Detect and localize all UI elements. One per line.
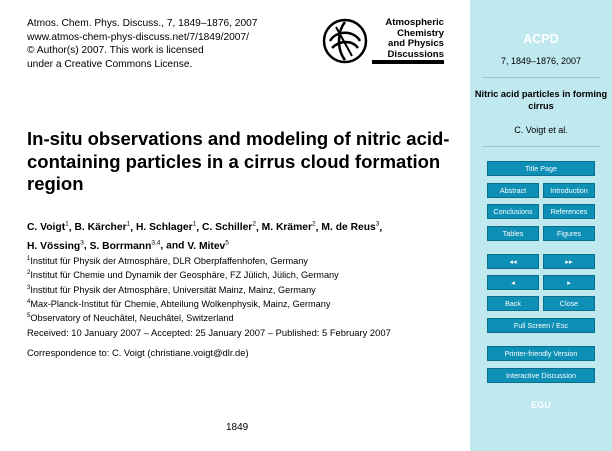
journal-header: [27, 17, 257, 71]
author: V. Mitev$^5$: [187, 239, 229, 252]
article-title: In-situ observations and modeling of nitric acid-containing particles in a cirrus cloud formation region: [27, 128, 450, 194]
last-page-button[interactable]: [543, 254, 595, 269]
short-title: Nitric acid particles in forming cirrus: [474, 89, 608, 111]
page-number: 1849: [226, 422, 249, 433]
abstract-button[interactable]: Abstract: [487, 183, 539, 198]
logo-wordmark: [372, 18, 444, 60]
author: B. Kärcher$^1$: [74, 221, 131, 234]
url-line[interactable]: www.atmos-chem-phys-discuss.net/7/1849/2007/: [27, 31, 249, 43]
short-author: C. Voigt et al.: [514, 125, 568, 135]
next-page-button[interactable]: [543, 275, 595, 290]
author: M. de Reus$^3$: [321, 221, 380, 234]
divider: [482, 77, 600, 78]
volume-pages: 7, 1849–1876, 2007: [500, 56, 582, 66]
interactive-discussion-button[interactable]: Interactive Discussion: [487, 368, 595, 383]
copyright-line: © Author(s) 2007. This work is licensed: [27, 45, 204, 57]
figures-button[interactable]: Figures: [543, 226, 595, 241]
affiliation: $^1$Institut für Physik der Atmosphäre, DLR Oberpfaffenhofen, Germany: [27, 256, 308, 267]
affiliation: $^4$Max-Planck-Institut für Chemie, Abteilung Wolkenphysik, Mainz, Germany: [27, 299, 331, 310]
title-page-button[interactable]: Title Page: [487, 161, 595, 176]
first-page-icon: ◂◂: [509, 257, 517, 266]
globe-logo-icon: [322, 18, 368, 64]
egu-label: EGU: [531, 400, 551, 410]
affiliation: $^5$Observatory of Neuchâtel, Neuchâtel, Switzerland: [27, 313, 234, 324]
correspondence: Correspondence to: C. Voigt (christiane.voigt@dlr.de): [27, 347, 249, 358]
fullscreen-button[interactable]: Full Screen / Esc: [487, 318, 595, 333]
journal-acronym: ACPD: [523, 32, 559, 46]
back-button[interactable]: Back: [487, 296, 539, 311]
next-icon: ▸: [567, 278, 571, 287]
first-page-button[interactable]: [487, 254, 539, 269]
previous-icon: ◂: [511, 278, 515, 287]
citation-line: Atmos. Chem. Phys. Discuss., 7, 1849–1876, 2007: [27, 18, 258, 29]
divider: [482, 146, 600, 147]
author: C. Schiller$^2$: [201, 221, 256, 234]
author: C. Voigt$^1$: [27, 221, 69, 234]
close-button[interactable]: Close: [543, 296, 595, 311]
logo-underline: [372, 60, 444, 64]
author-list: C. Voigt$^1$, B. Kärcher$^1$, H. Schlager$^1$, C. Schiller$^2$, M. Krämer$^2$, M. de Reus$^3$, H. Vössing$^3$, S. Borrmann$^{3,4}$, and V. Mitev$^5$: [27, 221, 383, 252]
logo-line-1: Atmospheric: [385, 17, 444, 28]
introduction-button[interactable]: Introduction: [543, 183, 595, 198]
author: H. Vössing$^3$: [27, 239, 84, 252]
affiliation-list: [27, 253, 457, 325]
publication-dates: Received: 10 January 2007 – Accepted: 25 January 2007 – Published: 5 February 2007: [27, 327, 391, 338]
references-button[interactable]: References: [543, 204, 595, 219]
logo-line-4: Discussions: [387, 48, 444, 60]
author: S. Borrmann$^{3,4}$: [89, 239, 161, 252]
printer-friendly-button[interactable]: Printer-friendly Version: [487, 346, 595, 361]
journal-logo: [322, 18, 444, 70]
conclusions-button[interactable]: Conclusions: [487, 204, 539, 219]
logo-line-3: and Physics: [388, 38, 444, 50]
affiliation: $^3$Institut für Physik der Atmosphäre, Universität Mainz, Mainz, Germany: [27, 284, 316, 295]
license-line: under a Creative Commons License.: [27, 58, 193, 70]
last-page-icon: ▸▸: [565, 257, 573, 266]
tables-button[interactable]: Tables: [487, 226, 539, 241]
previous-page-button[interactable]: [487, 275, 539, 290]
author: H. Schlager$^1$: [135, 221, 197, 234]
affiliation: $^2$Institut für Chemie und Dynamik der Geosphäre, FZ Jülich, Jülich, Germany: [27, 270, 339, 281]
author: M. Krämer$^2$: [261, 221, 316, 234]
navigation-sidebar: [470, 0, 612, 451]
logo-line-2: Chemistry: [397, 27, 444, 39]
